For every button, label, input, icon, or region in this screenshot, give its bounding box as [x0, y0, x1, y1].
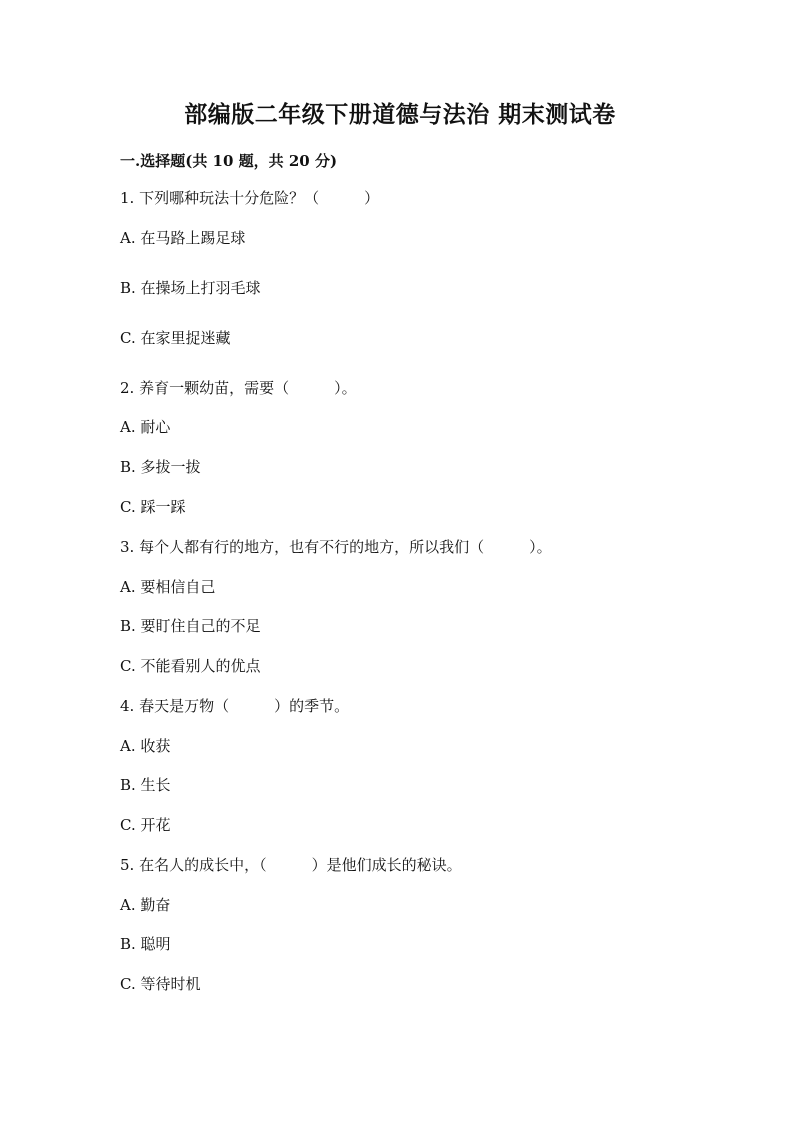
question-4-option-a: A. 收获 [120, 737, 171, 755]
question-1-stem: 1. 下列哪种玩法十分危险？（ ） [120, 189, 380, 207]
question-2-stem: 2. 养育一颗幼苗，需要（ ）。 [120, 379, 357, 397]
question-2-option-a: A. 耐心 [120, 418, 171, 436]
question-4-option-b: B. 生长 [120, 776, 171, 794]
question-3-stem: 3. 每个人都有行的地方，也有不行的地方，所以我们（ ）。 [120, 538, 552, 556]
question-1-option-b: B. 在操场上打羽毛球 [120, 279, 261, 297]
question-5-stem: 5. 在名人的成长中，（ ）是他们成长的秘诀。 [120, 856, 462, 874]
question-5-option-a: A. 勤奋 [120, 896, 171, 914]
question-5-option-c: C. 等待时机 [120, 975, 201, 993]
question-3-option-c: C. 不能看别人的优点 [120, 657, 261, 675]
question-4-stem: 4. 春天是万物（ ）的季节。 [120, 697, 350, 715]
question-1-option-a: A. 在马路上踢足球 [120, 229, 246, 247]
question-3-option-b: B. 要盯住自己的不足 [120, 617, 261, 635]
question-5-option-b: B. 聪明 [120, 935, 171, 953]
section-heading: 一.选择题(共 10 题，共 20 分) [120, 152, 338, 170]
question-1-option-c: C. 在家里捉迷藏 [120, 329, 231, 347]
question-4-option-c: C. 开花 [120, 816, 171, 834]
page-title: 部编版二年级下册道德与法治 期末测试卷 [184, 101, 616, 128]
question-3-option-a: A. 要相信自己 [120, 578, 216, 596]
question-2-option-c: C. 踩一踩 [120, 498, 186, 516]
question-2-option-b: B. 多拔一拔 [120, 458, 201, 476]
